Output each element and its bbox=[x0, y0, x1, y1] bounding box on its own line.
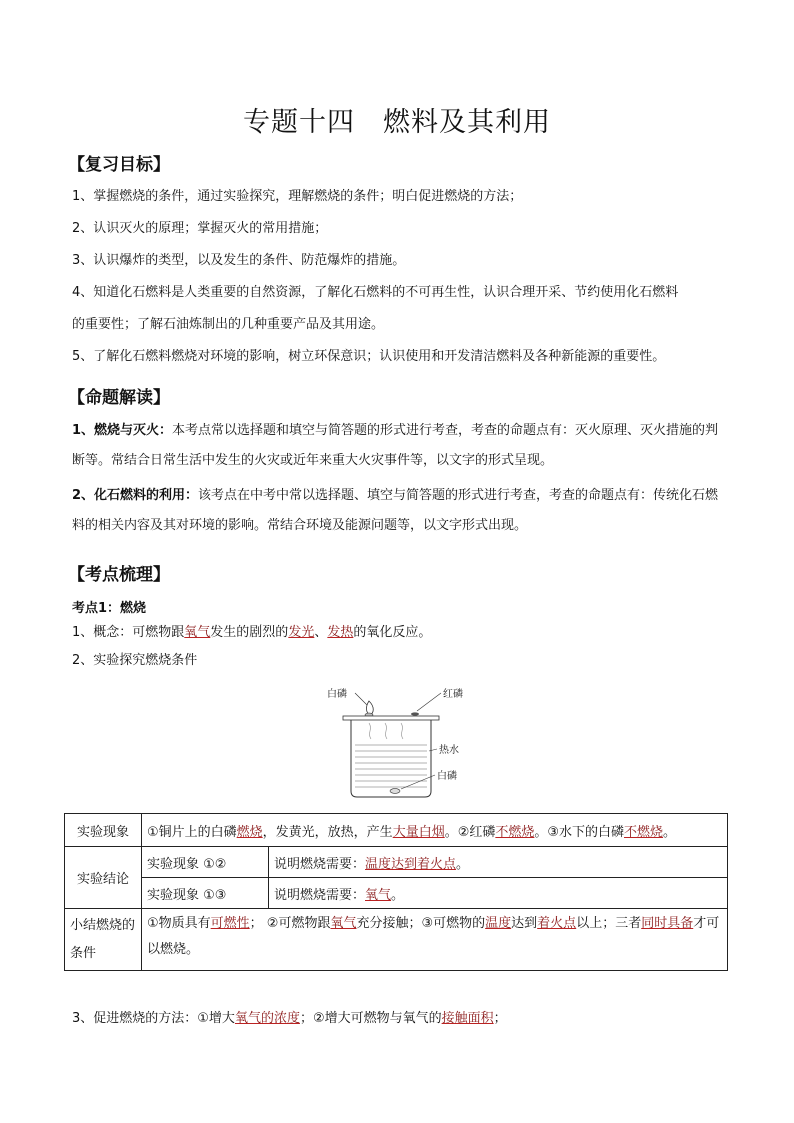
promote-line bbox=[72, 1008, 732, 1030]
promote-text-a: 3、促进燃烧的方法：①增大 bbox=[72, 1011, 235, 1026]
conclusion-end-1: 。 bbox=[456, 856, 470, 872]
promote-text-b: ；②增大可燃物与氧气的 bbox=[299, 1011, 442, 1026]
red-phosphorus bbox=[411, 712, 419, 715]
conclusion-cell-2 bbox=[269, 878, 728, 909]
conclusion-sub-2: 实验现象 ①③ bbox=[142, 878, 269, 909]
answer-no-burn-1: 不燃烧 bbox=[495, 824, 535, 840]
answer-temperature: 温度 bbox=[485, 916, 512, 931]
summary-text-a: ①物质具有 bbox=[147, 916, 211, 931]
phenomenon-text-e: 。 bbox=[663, 824, 677, 840]
analysis-label-2: 2、化石燃料的利用： bbox=[72, 488, 199, 503]
page-title: 专题十四 燃料及其利用 bbox=[243, 107, 551, 138]
answer-simultaneous: 同时具备 bbox=[641, 916, 694, 931]
analysis-text-1: 本考点常以选择题和填空与简答题的形式进行考查，考查的命题点有：灭火原理、灭火措施的判断等。常结合日常生活中发生的火灾或近年来重大火灾事件等，以文字的形式呈现。 bbox=[72, 423, 719, 468]
analysis-label-1: 1、燃烧与灭火： bbox=[72, 423, 173, 438]
label-hot-water: 热水 bbox=[439, 745, 459, 756]
beaker bbox=[351, 720, 431, 797]
review-item-4-cont: 的重要性；了解石油炼制出的几种重要产品及其用途。 bbox=[72, 317, 385, 332]
table-row bbox=[65, 847, 728, 878]
review-item-5: 5、了解化石燃料燃烧对环境的影响，树立环保意识；认识使用和开发清洁燃料及各种新能源的重要性。 bbox=[72, 349, 666, 364]
leader-line-hot-water bbox=[429, 749, 437, 751]
conclusion-need-2: 说明燃烧需要： bbox=[274, 887, 366, 903]
leader-line-white-top bbox=[355, 693, 367, 705]
row-header-summary: 小结燃烧的条件 bbox=[65, 909, 142, 971]
analysis-text-2: 该考点在中考中常以选择题、填空与简答题的形式进行考查，考查的命题点有：传统化石燃料的相关内容及其对环境的影响。常结合环境及能源问题等，以文字形式出现。 bbox=[72, 488, 719, 533]
concept-light: 发光 bbox=[288, 625, 315, 640]
concept-text-c: 的氧化反应。 bbox=[353, 625, 432, 640]
explore-line: 2、实验探究燃烧条件 bbox=[72, 653, 198, 668]
points-heading: 【考点梳理】 bbox=[68, 565, 170, 585]
hot-water bbox=[355, 745, 427, 787]
answer-white-smoke: 大量白烟 bbox=[392, 824, 445, 840]
conclusion-sub-1: 实验现象 ①② bbox=[142, 847, 269, 878]
answer-no-burn-2: 不燃烧 bbox=[624, 824, 664, 840]
answer-oxygen-contact: 氧气 bbox=[330, 916, 357, 931]
label-white-phosphorus-bottom: 白磷 bbox=[437, 771, 457, 782]
analysis-heading: 【命题解读】 bbox=[68, 388, 170, 408]
phenomenon-text-c: 。②红磷 bbox=[444, 824, 496, 840]
answer-oxygen: 氧气 bbox=[365, 887, 392, 903]
summary-text-f: 才可以燃烧。 bbox=[147, 916, 720, 957]
table-row bbox=[65, 878, 728, 909]
summary-text-d: 达到 bbox=[511, 916, 538, 931]
conclusion-end-2: 。 bbox=[391, 887, 405, 903]
concept-oxygen: 氧气 bbox=[184, 625, 211, 640]
review-item-2: 2、认识灭火的原理；掌握灭火的常用措施； bbox=[72, 221, 328, 236]
concept-separator: 、 bbox=[314, 625, 328, 640]
row-header-conclusion: 实验结论 bbox=[65, 847, 142, 909]
experiment-table bbox=[64, 813, 728, 971]
conclusion-cell-1 bbox=[269, 847, 728, 878]
summary-text-e: 以上；三者 bbox=[576, 916, 642, 931]
phenomenon-text-b: ，发黄光，放热，产生 bbox=[262, 824, 393, 840]
phenomenon-text-a: ①铜片上的白磷 bbox=[147, 824, 237, 840]
phenomenon-cell bbox=[142, 814, 728, 847]
keypoint-1-title: 考点1：燃烧 bbox=[72, 601, 147, 616]
promote-text-c: ； bbox=[493, 1011, 507, 1026]
table-row bbox=[65, 909, 728, 971]
white-phosphorus-underwater bbox=[390, 789, 400, 794]
concept-text-a: 1、概念：可燃物跟 bbox=[72, 625, 185, 640]
phenomenon-text-d: 。③水下的白磷 bbox=[534, 824, 625, 840]
summary-text-c: 充分接触；③可燃物的 bbox=[356, 916, 486, 931]
answer-burn: 燃烧 bbox=[236, 824, 263, 840]
conclusion-need-1: 说明燃烧需要： bbox=[274, 856, 366, 872]
answer-oxygen-concentration: 氧气的浓度 bbox=[234, 1011, 300, 1026]
review-item-3: 3、认识爆炸的类型，以及发生的条件、防范爆炸的措施。 bbox=[72, 253, 406, 268]
review-item-4: 4、知道化石燃料是人类重要的自然资源，了解化石燃料的不可再生性，认识合理开采、节约使用化石燃料 bbox=[72, 285, 679, 300]
concept-line bbox=[72, 622, 732, 644]
concept-text-b: 发生的剧烈的 bbox=[210, 625, 289, 640]
table-row bbox=[65, 814, 728, 847]
concept-heat: 发热 bbox=[327, 625, 354, 640]
analysis-paragraph-2 bbox=[72, 481, 724, 541]
analysis-paragraph-1 bbox=[72, 416, 724, 476]
answer-combustible: 可燃性 bbox=[210, 916, 250, 931]
answer-ignition-point: 温度达到着火点 bbox=[365, 856, 457, 872]
summary-text-b: ； ②可燃物跟 bbox=[249, 916, 331, 931]
leader-line-red bbox=[417, 693, 441, 711]
row-header-phenomenon: 实验现象 bbox=[65, 814, 142, 847]
summary-cell bbox=[142, 909, 728, 971]
label-white-phosphorus-top: 白磷 bbox=[327, 689, 347, 700]
steam bbox=[369, 723, 403, 739]
answer-ignition: 着火点 bbox=[537, 916, 577, 931]
label-red-phosphorus: 红磷 bbox=[443, 689, 463, 700]
beaker-diagram bbox=[325, 683, 475, 803]
copper-plate bbox=[343, 716, 439, 720]
review-item-1: 1、掌握燃烧的条件，通过实验探究，理解燃烧的条件；明白促进燃烧的方法； bbox=[72, 189, 523, 204]
answer-contact-area: 接触面积 bbox=[441, 1011, 494, 1026]
review-heading: 【复习目标】 bbox=[68, 155, 170, 175]
